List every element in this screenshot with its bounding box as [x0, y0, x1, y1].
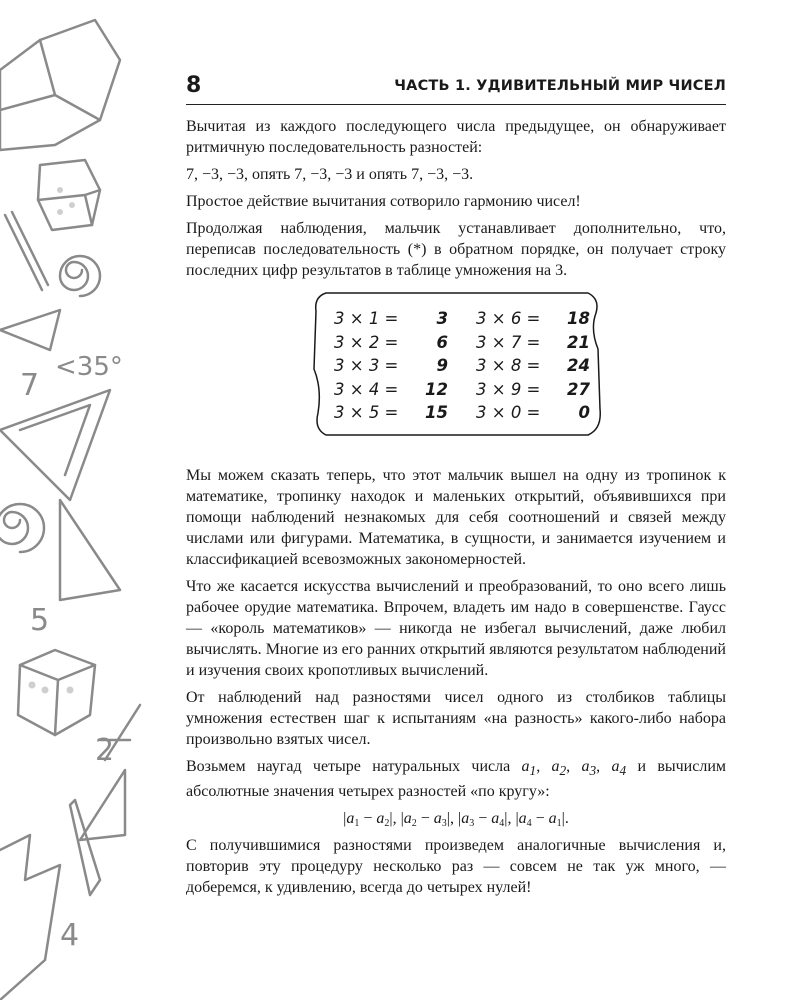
multiplication-result: 12: [425, 379, 448, 399]
margin-label-four: 4: [60, 918, 80, 953]
multiplication-cell-right: [476, 401, 590, 425]
page-header: [186, 73, 726, 102]
multiplication-cell-right: [476, 378, 590, 402]
multiplication-expression: 3 × 7 =: [476, 332, 541, 352]
running-title: ЧАСТЬ 1. УДИВИТЕЛЬНЫЙ МИР ЧИСЕЛ: [394, 78, 726, 94]
multiplication-table-frame: [308, 289, 606, 439]
header-rule: [186, 104, 726, 105]
var-a1: $a_1$: [521, 758, 537, 779]
margin-label-two: 2: [95, 733, 115, 768]
multiplication-result: 15: [425, 403, 448, 422]
multiplication-result: 9: [436, 356, 448, 375]
multiplication-expression: 3 × 1 =: [334, 309, 399, 328]
multiplication-figure: [186, 289, 726, 439]
paragraph-8-lead: Возьмем наугад четыре натуральных числа: [186, 758, 522, 775]
margin-label-five: 5: [30, 603, 50, 638]
spiral-icon: [60, 256, 100, 296]
paragraph-5: Мы можем сказать теперь, что этот мальчик вышел на одну из тропинок к математике, тропинку находок и маленьких открытий, объявившихся при помощи наблюдений незнакомых для себя соотношений и связей между числами или фигурами. Математика, в сущности, и занимается изучением и классификацией всевозможных закономерностей.: [186, 467, 726, 568]
multiplication-expression: 3 × 2 =: [334, 332, 399, 352]
paragraph-9: С получившимися разностями произведем аналогичные вычисления и, повторив эту процедуру несколько раз — совсем не так уж много, — доберемся, к удивлению, всегда до четырех нулей!: [186, 837, 726, 897]
multiplication-expression: 3 × 8 =: [476, 356, 541, 375]
multiplication-result: 24: [567, 356, 590, 375]
paragraph-8-tail: и вычислим абсолютные значения четырех разностей «по кругу»:: [186, 758, 727, 801]
paragraph-2: 7, −3, −3, опять 7, −3, −3 и опять 7, −3, −3.: [186, 166, 474, 183]
multiplication-result: 27: [567, 379, 590, 399]
paragraph-6: Что же касается искусства вычислений и преобразований, то оно всего лишь рабочее орудие математика. Впрочем, владеть им надо в совершенстве. Гаусс — «король математиков» — никогда не избегал вычислений, даже любил вычислять. Многие из его ранних открытий являются результатом наблюдений и изучения своих кропотливых вычислений.: [186, 578, 726, 679]
var-a2: $a_2$: [551, 758, 567, 779]
multiplication-row: [334, 401, 590, 425]
paragraph-3: Простое действие вычитания сотворило гармонию чисел!: [186, 193, 581, 210]
multiplication-expression: 3 × 5 =: [334, 403, 399, 422]
var-a3: $a_3$: [581, 758, 597, 779]
margin-label-seven: 7: [20, 368, 40, 403]
multiplication-result: 21: [567, 332, 590, 352]
multiplication-expression: 3 × 4 =: [334, 379, 399, 399]
var-a4: $a_4$: [611, 758, 627, 779]
paragraph-8: Возьмем наугад четыре натуральных числа $a_1$, $a_2$, $a_3$, $a_4$ и вычислим абсолютные значения четырех разностей «по кругу»:: [186, 758, 727, 801]
multiplication-expression: 3 × 3 =: [334, 356, 399, 375]
zigzag-shape: [0, 835, 60, 1000]
crystal-shape: [0, 20, 120, 150]
multiplication-result: 6: [436, 332, 448, 352]
page-number: 8: [186, 73, 202, 98]
multiplication-expression: 3 × 0 =: [476, 403, 541, 422]
multiplication-expression: 3 × 9 =: [476, 379, 541, 399]
multiplication-cell-left: [334, 378, 476, 402]
triangle-shape: [0, 310, 60, 350]
multiplication-row: [334, 331, 590, 355]
multiplication-cell-left: [334, 307, 476, 331]
multiplication-row: [334, 354, 590, 378]
multiplication-result: 0: [578, 403, 590, 422]
paragraph-4: Продолжая наблюдения, мальчик устанавливает дополнительно, что, переписав последовательность (*) в обратном порядке, он получает строку последних цифр результатов в таблице умножения на 3.: [186, 220, 726, 279]
multiplication-cell-right: [476, 354, 590, 378]
multiplication-cell-right: [476, 331, 590, 355]
pencil-icon: [5, 212, 48, 290]
multiplication-result: 3: [436, 309, 448, 328]
margin-label-angle: <35°: [55, 352, 123, 382]
multiplication-row: [334, 378, 590, 402]
multiplication-table: [334, 307, 590, 425]
difference-formula: $|a_1 - a_2|$, $|a_2 - a_3|$, $|a_3 - a_4|$, $|a_4 - a_1|$.: [343, 810, 569, 830]
multiplication-cell-left: [334, 331, 476, 355]
multiplication-cell-right: [476, 307, 590, 331]
multiplication-cell-left: [334, 401, 476, 425]
paragraph-1: Вычитая из каждого последующего числа предыдущее, он обнаруживает ритмичную последовательность разностей:: [186, 118, 726, 156]
spiral-2-icon: [0, 504, 44, 552]
paragraph-7: От наблюдений над разностями чисел одного из столбиков таблицы умножения естествен шаг к испытаниям «на разность» какого-либо набора произвольно взятых чисел.: [186, 689, 726, 748]
multiplication-result: 18: [567, 309, 590, 328]
multiplication-row: [334, 307, 590, 331]
multiplication-cell-left: [334, 354, 476, 378]
multiplication-expression: 3 × 6 =: [476, 309, 541, 328]
triangle-2-shape: [60, 500, 120, 600]
triangle-ruler-icon: [0, 390, 110, 500]
page-body: [186, 116, 726, 904]
margin-decoration: [0, 0, 150, 1000]
